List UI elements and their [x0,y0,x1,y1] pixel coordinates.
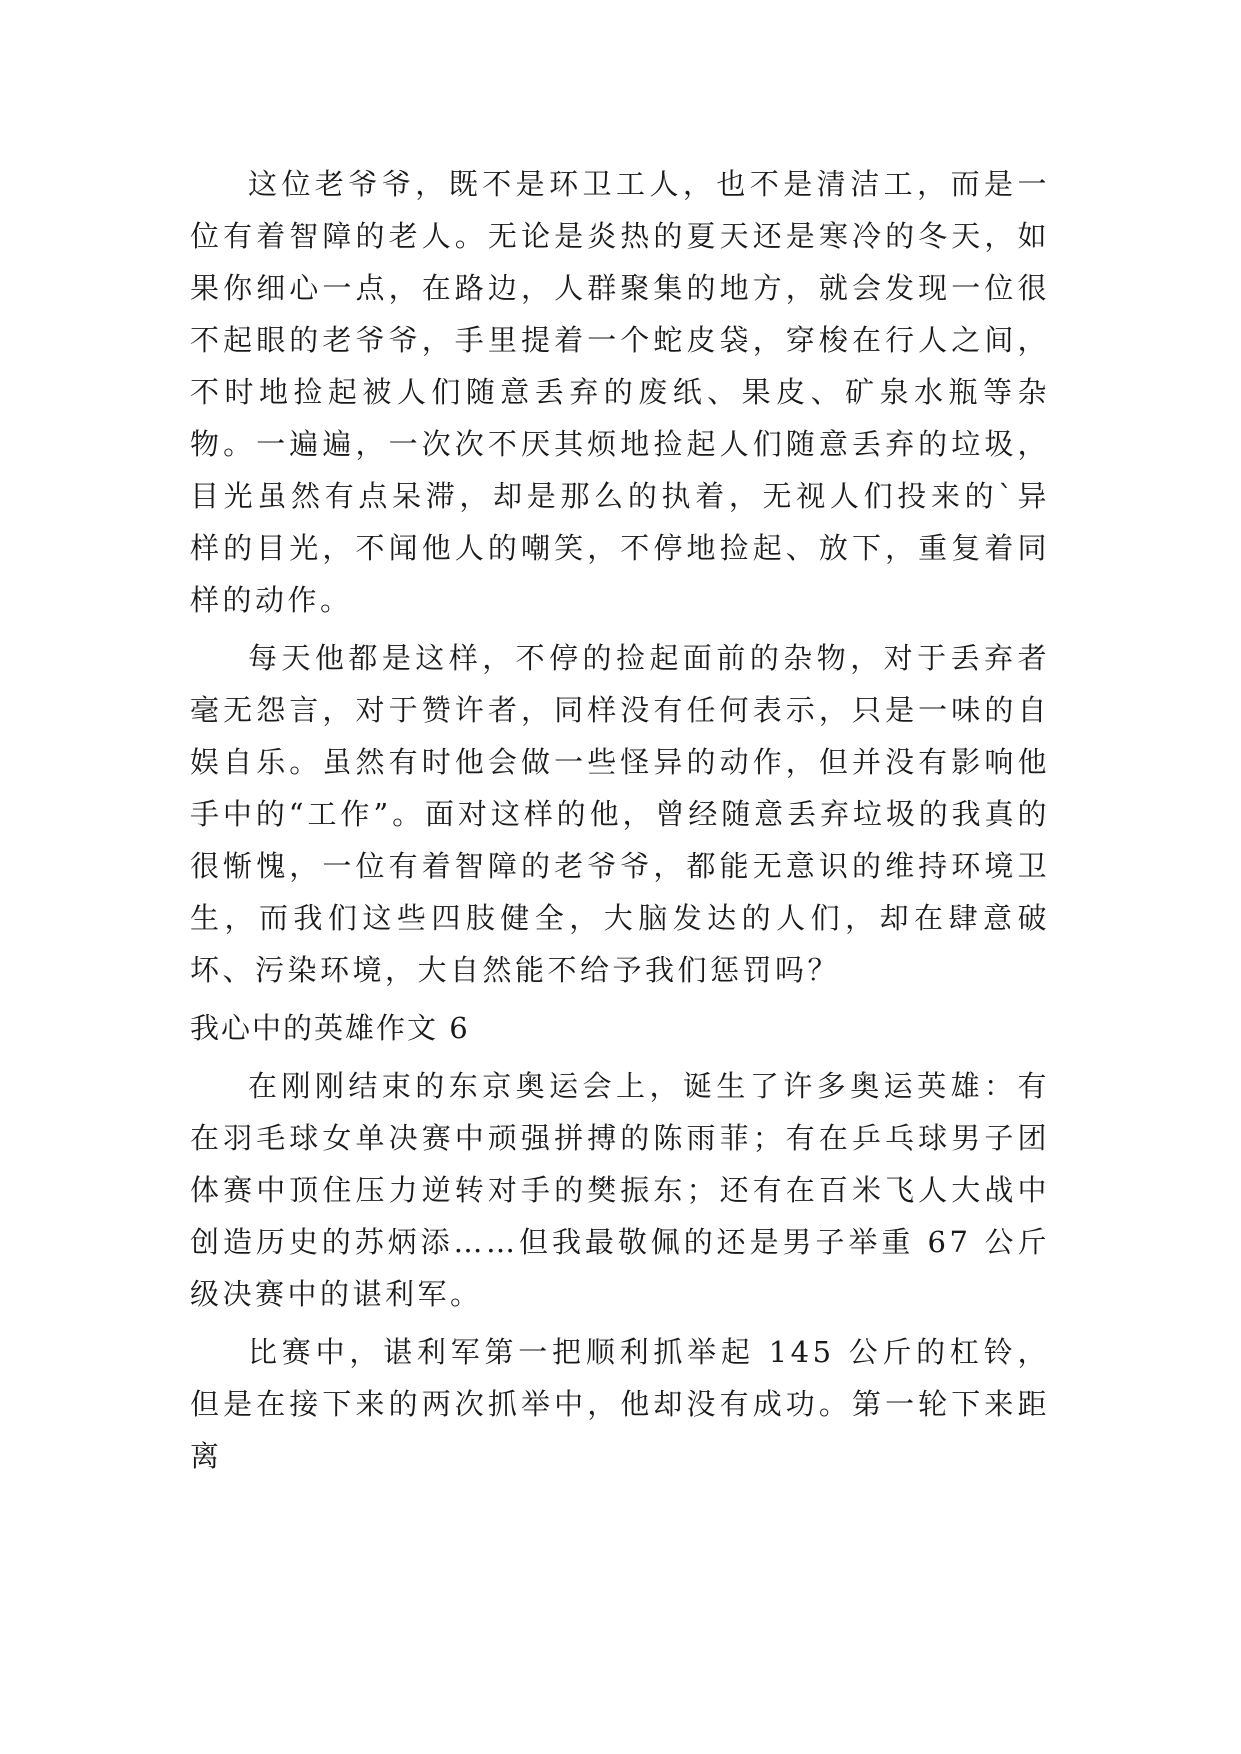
paragraph-olympic-heroes: 在刚刚结束的东京奥运会上，诞生了许多奥运英雄：有在羽毛球女单决赛中顽强拼搏的陈雨菲；有在乒乓球男子团体赛中顶住压力逆转对手的樊振东；还有在百米飞人大战中创造历史的苏炳添……但我最敬佩的还是男子举重 67 公斤级决赛中的谌利军。 [190,1069,1050,1311]
paragraph-competition: 比赛中，谌利军第一把顺利抓举起 145 公斤的杠铃，但是在接下来的两次抓举中，他却没有成功。第一轮下来距离 [190,1335,1050,1473]
paragraph-old-man-description: 这位老爷爷，既不是环卫工人，也不是清洁工，而是一位有着智障的老人。无论是炎热的夏天还是寒冷的冬天，如果你细心一点，在路边，人群聚集的地方，就会发现一位很不起眼的老爷爷，手里提着一个蛇皮袋，穿梭在行人之间，不时地捡起被人们随意丢弃的废纸、果皮、矿泉水瓶等杂物。一遍遍，一次次不厌其烦地捡起人们随意丢弃的垃圾，目光虽然有点呆滞，却是那么的执着，无视人们投来的`异样的目光，不闻他人的嘲笑，不停地捡起、放下，重复着同样的动作。 [190,167,1050,617]
document-body [190,158,1050,1488]
essay-heading: 我心中的英雄作文 6 [190,1011,470,1045]
paragraph-daily-routine: 每天他都是这样，不停的捡起面前的杂物，对于丢弃者毫无怨言，对于赞许者，同样没有任何表示，只是一味的自娱自乐。虽然有时他会做一些怪异的动作，但并没有影响他手中的“工作”。面对这样的他，曾经随意丢弃垃圾的我真的很惭愧，一位有着智障的老爷爷，都能无意识的维持环境卫生，而我们这些四肢健全，大脑发达的人们，却在肆意破坏、污染环境，大自然能不给予我们惩罚吗？ [190,641,1050,987]
